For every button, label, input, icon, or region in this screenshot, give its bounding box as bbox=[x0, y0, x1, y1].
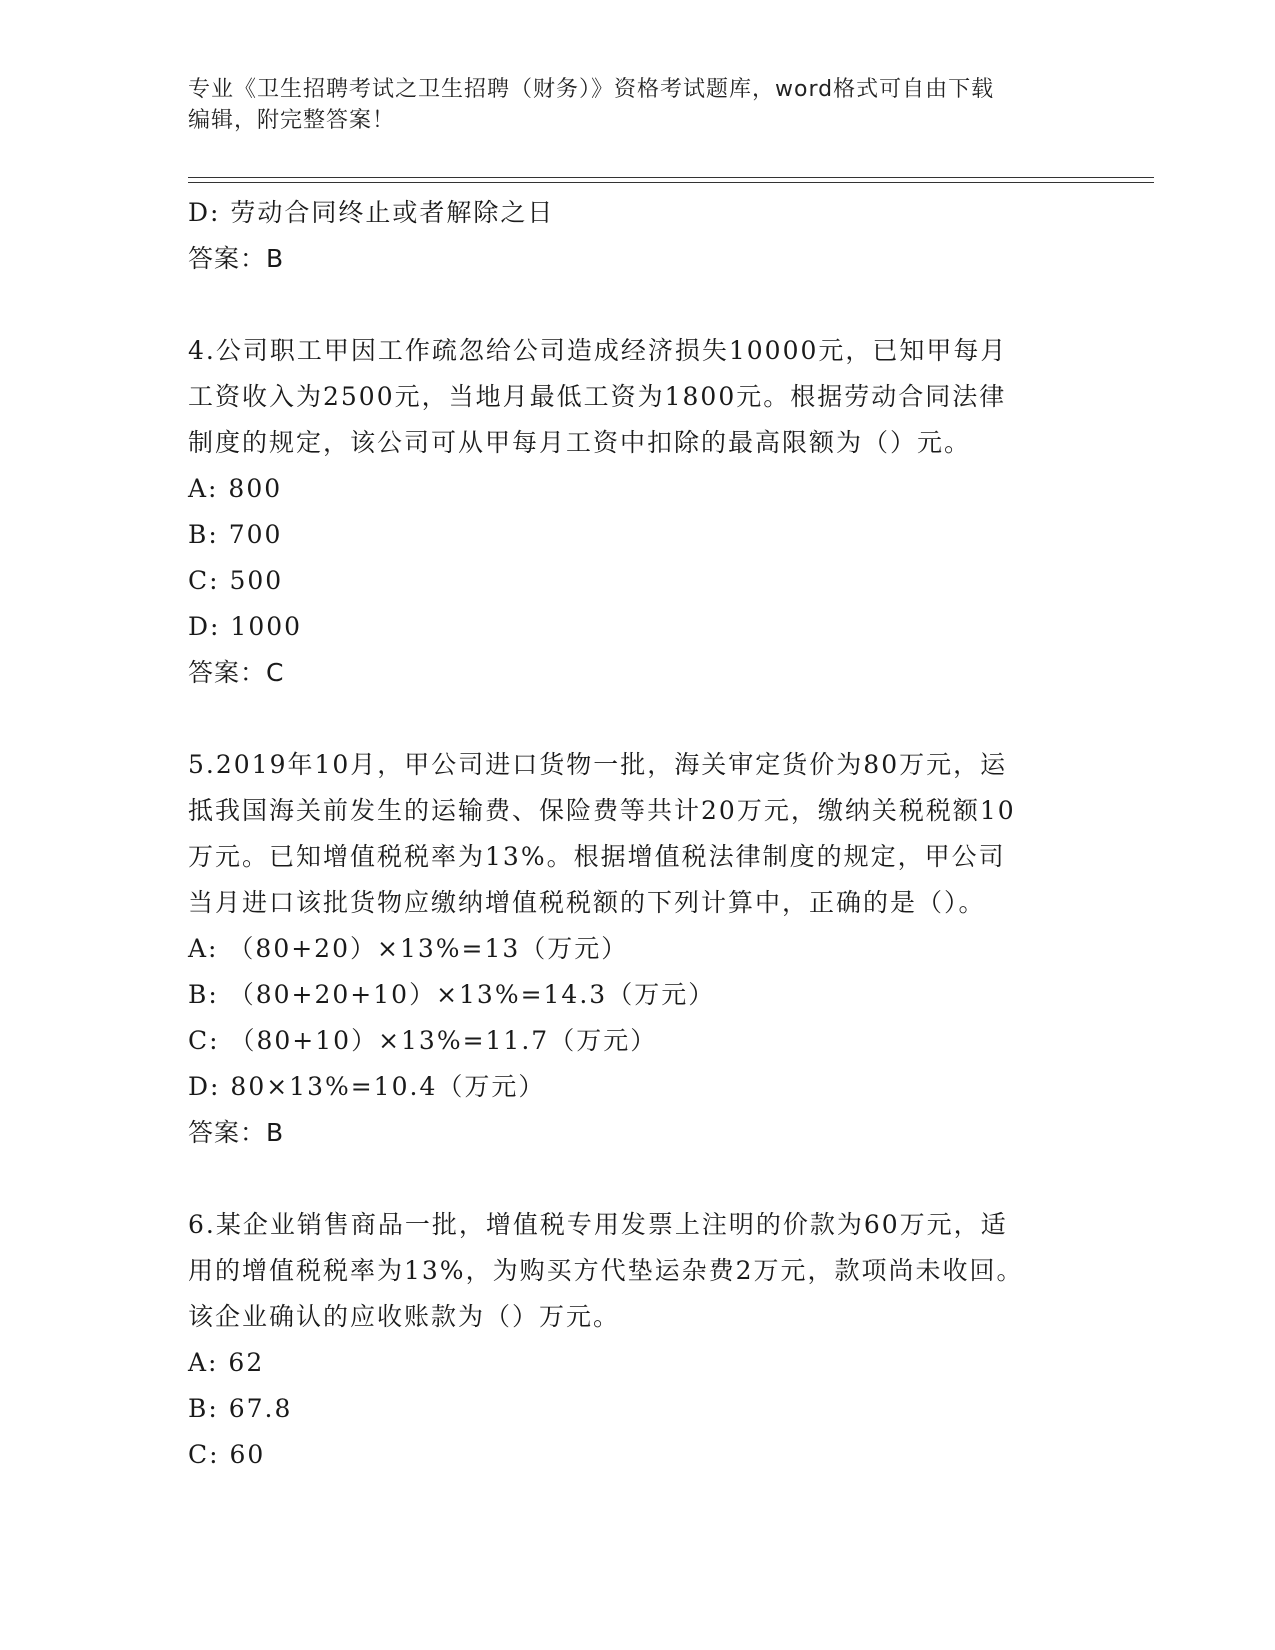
option-a: A: （80+20）×13%=13（万元） bbox=[188, 934, 629, 963]
question-text-line: 6.某企业销售商品一批，增值税专用发票上注明的价款为60万元，适 bbox=[188, 1210, 1008, 1239]
question-text-line: 抵我国海关前发生的运输费、保险费等共计20万元，缴纳关税税额10 bbox=[188, 796, 1016, 825]
option-b: B: 67.8 bbox=[188, 1394, 293, 1423]
question-text-line: 制度的规定，该公司可从甲每月工资中扣除的最高限额为（）元。 bbox=[188, 428, 972, 457]
option-d: D: 1000 bbox=[188, 612, 303, 641]
spacer bbox=[188, 282, 1088, 328]
option-c: C: 60 bbox=[188, 1440, 266, 1469]
option-b: B: （80+20+10）×13%=14.3（万元） bbox=[188, 980, 716, 1009]
option-d: D: 80×13%=10.4（万元） bbox=[188, 1072, 546, 1101]
question-4 bbox=[188, 328, 1088, 696]
question-text-line: 该企业确认的应收账款为（）万元。 bbox=[188, 1302, 621, 1331]
option-a: A: 800 bbox=[188, 474, 283, 503]
question-6 bbox=[188, 1202, 1088, 1478]
question-text-line: 4.公司职工甲因工作疏忽给公司造成经济损失10000元，已知甲每月 bbox=[188, 336, 1008, 365]
question-5 bbox=[188, 742, 1088, 1156]
answer-line: 答案：B bbox=[188, 244, 285, 273]
question-text-line: 5.2019年10月，甲公司进口货物一批，海关审定货价为80万元，运 bbox=[188, 750, 1008, 779]
answer-line: 答案：B bbox=[188, 1118, 285, 1147]
option-a: A: 62 bbox=[188, 1348, 265, 1377]
spacer bbox=[188, 1156, 1088, 1202]
spacer bbox=[188, 696, 1088, 742]
document-header bbox=[188, 74, 1078, 136]
question-text-line: 万元。已知增值税税率为13%。根据增值税法律制度的规定，甲公司 bbox=[188, 842, 1006, 871]
question-text-line: 当月进口该批货物应缴纳增值税税额的下列计算中，正确的是（）。 bbox=[188, 888, 986, 917]
header-divider-bottom bbox=[188, 182, 1154, 183]
header-divider-top bbox=[188, 177, 1154, 178]
question-text-line: 用的增值税税率为13%，为购买方代垫运杂费2万元，款项尚未收回。 bbox=[188, 1256, 1024, 1285]
answer-line: 答案：C bbox=[188, 658, 285, 687]
option-c: C: （80+10）×13%=11.7（万元） bbox=[188, 1026, 658, 1055]
previous-question-tail bbox=[188, 190, 1088, 282]
document-body bbox=[188, 190, 1088, 1478]
header-title-line-1: 专业《卫生招聘考试之卫生招聘（财务）》资格考试题库，word格式可自由下载 bbox=[188, 77, 995, 102]
option-d: D: 劳动合同终止或者解除之日 bbox=[188, 198, 555, 227]
option-c: C: 500 bbox=[188, 566, 284, 595]
option-b: B: 700 bbox=[188, 520, 283, 549]
question-text-line: 工资收入为2500元，当地月最低工资为1800元。根据劳动合同法律 bbox=[188, 382, 1007, 411]
header-title-line-2: 编辑，附完整答案！ bbox=[188, 108, 396, 133]
